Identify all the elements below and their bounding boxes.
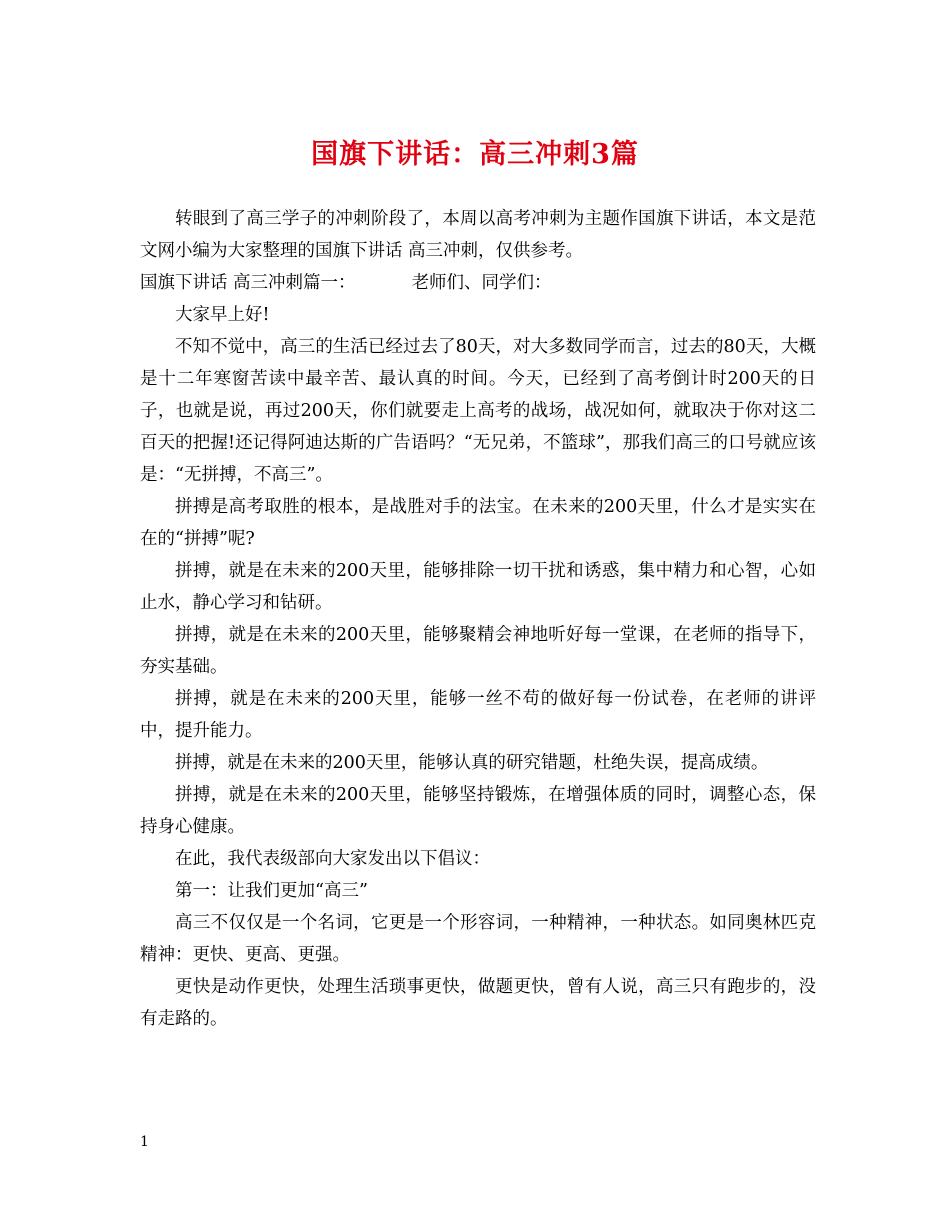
body-paragraph: 拼搏，就是在未来的200天里，能够认真的研究错题，杜绝失误，提高成绩。 — [175, 753, 769, 773]
body-paragraph: 拼搏，就是在未来的200天里，能够排除一切干扰和诱惑，集中精力和心智，心如止水，静心学习和钻研。 — [140, 561, 816, 613]
document-body — [140, 203, 816, 1035]
salutation: 老师们、同学们： — [411, 273, 552, 293]
body-paragraph: 高三不仅仅是一个名词，它更是一个形容词，一种精神，一种状态。如同奥林匹克精神：更快、更高、更强。 — [140, 913, 816, 965]
body-paragraph: 拼搏，就是在未来的200天里，能够聚精会神地听好每一堂课，在老师的指导下，夯实基础。 — [140, 625, 816, 677]
body-paragraph: 更快是动作更快，处理生活琐事更快，做题更快，曾有人说，高三只有跑步的，没有走路的。 — [140, 977, 816, 1029]
body-paragraph: 大家早上好! — [175, 305, 270, 325]
section-heading: 国旗下讲话 高三冲刺篇一： — [140, 273, 356, 293]
page-number: 1 — [140, 1134, 149, 1150]
body-paragraph: 拼搏是高考取胜的根本，是战胜对手的法宝。在未来的200天里，什么才是实实在在的“拼搏”呢? — [140, 497, 816, 549]
page-title: 国旗下讲话：高三冲刺3篇 — [311, 139, 639, 170]
intro-paragraph: 转眼到了高三学子的冲刺阶段了，本周以高考冲刺为主题作国旗下讲话，本文是范文网小编为大家整理的国旗下讲话 高三冲刺，仅供参考。 — [140, 209, 816, 261]
body-paragraph: 在此，我代表级部向大家发出以下倡议： — [175, 849, 490, 869]
body-paragraph: 不知不觉中，高三的生活已经过去了80天，对大多数同学而言，过去的80天，大概是十二年寒窗苦读中最辛苦、最认真的时间。今天，已经到了高考倒计时200天的日子，也就是说，再过200天，你们就要走上高考的战场，战况如何，就取决于你对这二百天的把握!还记得阿迪达斯的广告语吗？“无兄弟，不篮球”，那我们高三的口号就应该是：“无拼搏，不高三”。 — [140, 337, 816, 485]
body-paragraph: 拼搏，就是在未来的200天里，能够坚持锻炼，在增强体质的同时，调整心态，保持身心健康。 — [140, 785, 816, 837]
body-paragraph: 第一：让我们更加“高三” — [175, 881, 368, 901]
body-paragraph: 拼搏，就是在未来的200天里，能够一丝不苟的做好每一份试卷，在老师的讲评中，提升能力。 — [140, 689, 816, 741]
section-heading-line — [140, 267, 816, 299]
